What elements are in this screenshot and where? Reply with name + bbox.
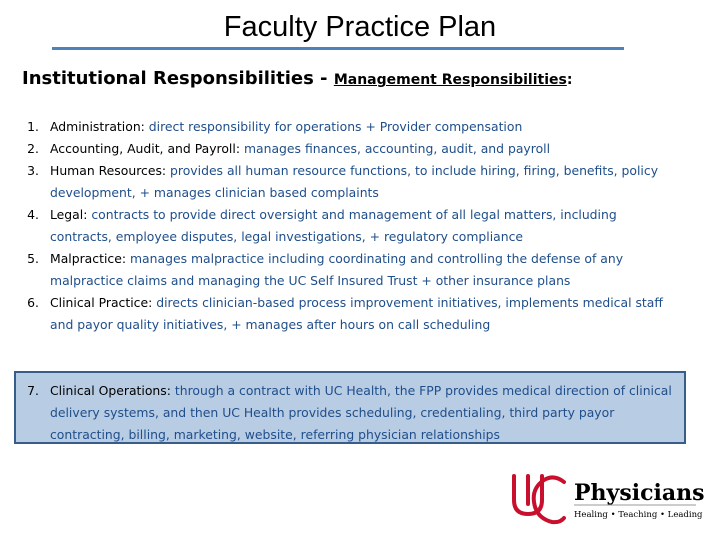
item-label: Malpractice: [50, 251, 127, 266]
item-text: direct responsibility for operations + Provider compensation [148, 119, 523, 134]
item-label: Accounting, Audit, and Payroll: [50, 141, 240, 156]
uc-mark-icon [514, 476, 564, 522]
list-item [0, 292, 680, 336]
logo-tagline: Healing • Teaching • Leading [574, 510, 703, 520]
item-label: Administration: [50, 119, 145, 134]
responsibilities-list [0, 116, 680, 336]
item-number: 6. [27, 295, 39, 310]
heading-main: Institutional Responsibilities - [22, 68, 328, 89]
item-number: 7. [27, 383, 39, 398]
slide-title: Faculty Practice Plan [223, 11, 497, 43]
item-label: Legal: [50, 207, 88, 222]
title-underline [52, 47, 624, 50]
list-item [0, 204, 680, 248]
logo-name: Physicians [574, 480, 705, 506]
item-number: 5. [27, 251, 39, 266]
item-text: manages finances, accounting, audit, and payroll [243, 141, 551, 156]
item-label: Human Resources: [50, 163, 167, 178]
item-number: 3. [27, 163, 39, 178]
item-label: Clinical Practice: [50, 295, 153, 310]
item-number: 2. [27, 141, 39, 156]
item-number: 4. [27, 207, 39, 222]
item-text: provides all human resource functions, to include hiring, firing, benefits, policy development, + manages clinician based complaints [50, 163, 659, 200]
highlight-list [0, 380, 680, 446]
uc-physicians-logo [506, 470, 706, 528]
list-item [0, 160, 680, 204]
item-text: through a contract with UC Health, the FPP provides medical direction of clinical delivery systems, and then UC Health provides scheduling, credentialing, third party payor contracting, billing, marketing, website, referring physician relationships [50, 383, 672, 442]
item-text: contracts to provide direct oversight and management of all legal matters, including contracts, employee disputes, legal investigations, + regulatory compliance [50, 207, 617, 244]
list-item [0, 138, 680, 160]
section-heading [22, 66, 572, 93]
item-text: manages malpractice including coordinating and controlling the defense of any malpractice claims and managing the UC Self Insured Trust + other insurance plans [50, 251, 624, 288]
item-text: directs clinician-based process improvement initiatives, implements medical staff and payor quality initiatives, + manages after hours on call scheduling [50, 295, 663, 332]
list-item [0, 380, 680, 446]
heading-sub: Management Responsibilities [333, 72, 567, 88]
list-item [0, 116, 680, 138]
heading-colon: : [566, 72, 573, 88]
item-label: Clinical Operations: [50, 383, 171, 398]
item-number: 1. [27, 119, 39, 134]
list-item [0, 248, 680, 292]
